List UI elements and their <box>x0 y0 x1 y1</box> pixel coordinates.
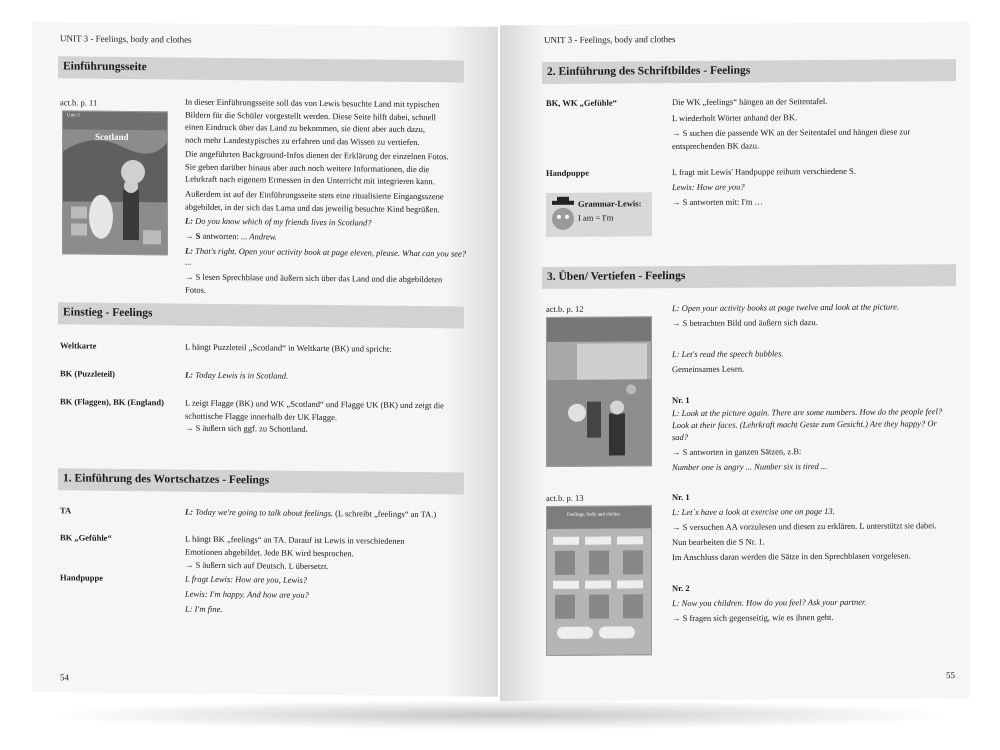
row-text: Lewis: How are you? <box>672 181 745 193</box>
grammar-lewis-box <box>546 192 652 237</box>
section-title: Einstieg - Feelings <box>63 306 153 320</box>
speaker: L: <box>185 245 194 256</box>
section-wortschatz-header <box>58 468 464 494</box>
exercise-line: → S versuchen AA vorzulesen und diesen zu erklären. L unterstützt sie dabei. <box>672 520 937 533</box>
arrow: → <box>185 230 196 241</box>
exercise-line: L: Look at the picture again. There are some numbers. How do the people feel? <box>672 406 943 419</box>
exercise-number: Nr. 1 <box>672 394 690 406</box>
activity-book-thumbnail-p12 <box>546 316 652 467</box>
row-label: Handpuppe <box>60 572 103 583</box>
text-line: einen Eindruck über das Land zu bekommen, sie dient aber auch dazu, <box>185 121 426 135</box>
exercise-line: Im Anschluss daran werden die Sätze in den Sprechblasen vorgelesen. <box>672 550 911 563</box>
right-page <box>500 22 970 701</box>
text-line: Sie geben darüber hinaus aber auch noch weitere Informationen, die die <box>185 161 430 174</box>
text-line: abgebildet, in der sich das Lama und das jeweilig besuchte Kind begrüßen. <box>185 201 440 214</box>
row-text <box>185 506 436 521</box>
row-text: → S äußern sich auf Deutsch. L übersetzt. <box>185 559 329 572</box>
speech: Do you know which of my friends lives in Scotland? <box>193 215 372 228</box>
text-line: L zeigt Flagge (BK) und WK „Scotland“ und Flagge UK (BK) und zeigt die <box>185 397 444 411</box>
section-title: 1. Einführung des Wortschatzes - Feelings <box>63 472 270 487</box>
page-number: 55 <box>946 670 955 681</box>
thumb-title: Scotland <box>95 131 129 143</box>
page-number: 54 <box>60 672 69 683</box>
speech: L: Open your activity books at page twelve and look at the picture. <box>672 301 900 314</box>
dialogue-line <box>185 245 466 260</box>
exercise-line: sad? <box>672 431 689 443</box>
speaker: L: <box>185 215 194 226</box>
left-page <box>32 22 498 697</box>
text-line: → S suchen die passende WK an der Seitentafel und hängen diese zur <box>672 126 911 139</box>
section-schrift-header <box>542 59 956 84</box>
speech: antworten: <box>200 230 241 242</box>
speech: Today Lewis is in Scotland. <box>193 369 289 381</box>
section-title: Einführungsseite <box>63 60 147 74</box>
thumb-unit: Unit 3 <box>67 113 80 119</box>
row-text: L: I'm fine. <box>185 603 223 614</box>
text-line: → S lesen Sprechblase und äußern sich über das Land und die abgebildeten <box>185 271 443 285</box>
text-line: entsprechenden BK dazu. <box>672 139 760 151</box>
exercise-page-illustration <box>547 506 651 655</box>
row-text: L fragt mit Lewis' Handpuppe reihum verschiedene S. <box>672 165 856 178</box>
intro-paragraph-1 <box>185 96 439 149</box>
row-label: Weltkarte <box>60 340 97 351</box>
row-text: Lewis: I'm happy. And how are you? <box>185 588 309 600</box>
exercise-number: Nr. 1 <box>672 491 690 503</box>
section-ueben-header <box>542 264 956 289</box>
speech-quote: ... Andrew. <box>240 231 277 242</box>
speaker: L: <box>185 506 194 517</box>
speaker: S <box>195 230 201 241</box>
grammar-title: Grammar-Lewis: <box>578 198 642 209</box>
dialogue-line <box>185 230 277 243</box>
row-text <box>185 369 288 383</box>
text-line: Außerdem ist auf der Einführungsseite stets eine ritualisierte Eingangsszene <box>185 188 444 202</box>
text-line: In dieser Einführungsseite soll das von Lewis besuchte Land mit typischen <box>185 96 440 110</box>
activity-book-ref: act.b. p. 11 <box>60 97 98 108</box>
text-line: Fotos. <box>185 284 207 295</box>
exercise-line: Gemeinsames Lesen. <box>672 363 745 375</box>
speech-note: (L schreibt „feelings“ an TA.) <box>333 508 437 520</box>
exercise-line: → S antworten in ganzen Sätzen, z.B: <box>672 446 802 458</box>
row-label: BK (Flaggen), BK (England) <box>60 396 164 408</box>
row-text: → S antworten mit: I'm … <box>672 196 764 208</box>
exercise-line <box>672 300 899 314</box>
row-label: BK (Puzzleteil) <box>60 368 115 379</box>
text-line: Bildern für die Schüler vorgestellt werden. Diese Seite hilft dabei, schnell <box>185 109 436 122</box>
section-title: 2. Einführung des Schriftbildes - Feelings <box>547 64 751 78</box>
row-text <box>185 533 405 560</box>
row-label: BK, WK „Gefühle“ <box>546 97 617 108</box>
intro-paragraph-3 <box>185 188 444 216</box>
exercise-line: → S betrachten Bild und äußern sich dazu. <box>672 317 818 329</box>
row-label: TA <box>60 505 72 516</box>
ellipsis: ... <box>185 256 192 267</box>
section-einstieg-header <box>58 302 464 328</box>
activity-book-ref: act.b. p. 12 <box>546 303 584 314</box>
text-line: Emotionen abgebildet. Jede BK wird besprochen. <box>185 546 354 558</box>
intro-paragraph-2 <box>185 148 449 188</box>
exercise-line: Number one is angry ... Number six is tired ... <box>672 460 828 473</box>
text-line: Die angeführten Background-Infos dienen der Erklärung der einzelnen Fotos. <box>185 148 449 162</box>
thumb-title: Feelings, body and clothes <box>567 512 621 518</box>
exercise-line: Nun bearbeiten die S Nr. 1. <box>672 536 765 548</box>
speech: That's right. Open your activity book at page eleven, please. What can you see? <box>193 245 467 259</box>
speech: Today we're going to talk about feelings. <box>193 506 334 519</box>
text-line: Lehrkraft nach eigenem Ermessen in den Unterricht mit integrieren kann. <box>185 173 435 187</box>
exercise-line: L: Let´s have a look at exercise one on page 13. <box>672 505 835 518</box>
speaker: L: <box>185 369 194 380</box>
unit-header: UNIT 3 - Feelings, body and clothes <box>544 34 676 45</box>
text-line: L hängt BK „feelings“ an TA. Darauf ist Lewis in verschiedenen <box>185 533 405 546</box>
unit-header: UNIT 3 - Feelings, body and clothes <box>60 33 192 45</box>
grammar-text: I am = I'm <box>578 212 614 223</box>
activity-book-thumbnail-scotland <box>62 110 168 255</box>
exercise-line: L: Now you children. How do you feel? Ask your partner. <box>672 596 867 609</box>
feelings-scene-illustration <box>547 317 651 466</box>
text-line: → S äußern sich ggf. zu Schottland. <box>185 422 308 434</box>
dialogue-line <box>185 215 372 229</box>
text-line: noch mehr Landestypisches zu erfahren und das Wissen zu vertiefen. <box>185 134 420 147</box>
exercise-line: L: Let's read the speech bubbles. <box>672 348 784 360</box>
activity-book-ref: act.b. p. 13 <box>546 492 584 503</box>
section-title: 3. Üben/ Vertiefen - Feelings <box>547 269 686 283</box>
exercise-line: → S fragen sich gegenseitig, wie es ihnen geht. <box>672 611 834 624</box>
row-label: BK „Gefühle“ <box>60 532 112 543</box>
lewis-mascot-icon <box>548 195 578 235</box>
row-text: L hängt Puzzleteil „Scotland“ in Weltkarte (BK) und spricht: <box>185 341 392 354</box>
text-line: Die WK „feelings“ hängen an der Seitentafel. <box>672 95 828 108</box>
student-response <box>185 271 442 299</box>
book-shadow <box>40 700 960 730</box>
row-text <box>185 397 444 437</box>
text-line: L wiederholt Wörter anhand der BK. <box>672 111 798 123</box>
text-line: schottische Flagge innerhalb der UK Flagge. <box>185 410 338 422</box>
section-intro-header <box>58 56 464 82</box>
exercise-line: Look at their faces. (Lehrkraft macht Geste zum Gesicht.) Are they happy? Or <box>672 418 937 431</box>
row-label: Handpuppe <box>546 167 589 178</box>
exercise-number: Nr. 2 <box>672 582 690 594</box>
activity-book-thumbnail-p13 <box>546 505 652 656</box>
row-text <box>672 94 910 152</box>
row-text: L fragt Lewis: How are you, Lewis? <box>185 573 308 585</box>
